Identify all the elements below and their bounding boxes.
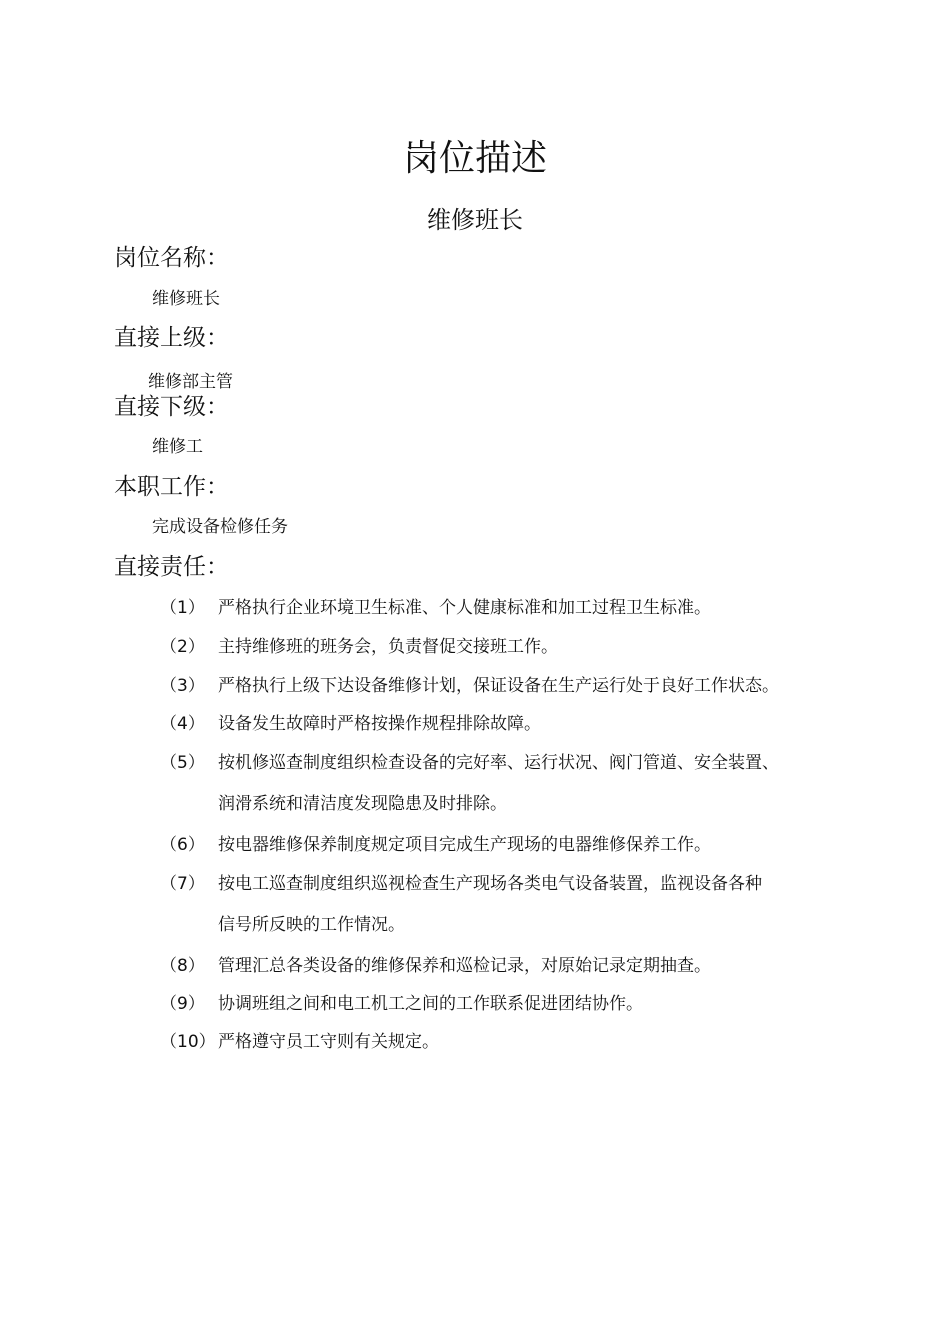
duty-text: 协调班组之间和电工机工之间的工作联系促进团结协作。 [218, 994, 643, 1014]
duty-number: （3） [160, 676, 205, 696]
document-title: 岗位描述 [402, 138, 547, 179]
duty-number: （8） [160, 956, 205, 976]
duty-number: （7） [160, 874, 205, 894]
direct-subordinate-value: 维修工 [152, 437, 203, 457]
duty-text: 按机修巡查制度组织检查设备的完好率、运行状况、阀门管道、安全装置、 润滑系统和清洁度发现隐患及时排除。 [218, 753, 779, 814]
duty-text: 主持维修班的班务会，负责督促交接班工作。 [218, 637, 558, 657]
duty-number: （6） [160, 835, 205, 855]
direct-superior-value: 维修部主管 [148, 372, 233, 392]
main-work-value: 完成设备检修任务 [152, 517, 288, 537]
duty-text: 按电器维修保养制度规定项目完成生产现场的电器维修保养工作。 [218, 835, 711, 855]
document-subtitle: 维修班长 [427, 206, 523, 234]
duty-text: 管理汇总各类设备的维修保养和巡检记录，对原始记录定期抽查。 [218, 956, 711, 976]
duty-text: 严格遵守员工守则有关规定。 [218, 1032, 439, 1052]
duty-number: （10） [160, 1032, 216, 1052]
duty-number: （1） [160, 598, 205, 618]
direct-responsibility-heading: 直接责任： [114, 554, 229, 580]
duty-text: 设备发生故障时严格按操作规程排除故障。 [218, 714, 541, 734]
position-name-heading: 岗位名称： [114, 245, 229, 271]
duty-text: 严格执行上级下达设备维修计划，保证设备在生产运行处于良好工作状态。 [218, 676, 779, 696]
duty-text: 严格执行企业环境卫生标准、个人健康标准和加工过程卫生标准。 [218, 598, 711, 618]
duty-number: （9） [160, 994, 205, 1014]
duty-text: 按电工巡查制度组织巡视检查生产现场各类电气设备装置，监视设备各种 信号所反映的工作情况。 [218, 874, 762, 935]
duty-number: （5） [160, 753, 205, 773]
main-work-heading: 本职工作： [114, 474, 229, 500]
direct-subordinate-heading: 直接下级： [114, 394, 229, 420]
direct-superior-heading: 直接上级： [114, 325, 229, 351]
duty-number: （2） [160, 637, 205, 657]
duty-number: （4） [160, 714, 205, 734]
position-name-value: 维修班长 [152, 289, 220, 309]
